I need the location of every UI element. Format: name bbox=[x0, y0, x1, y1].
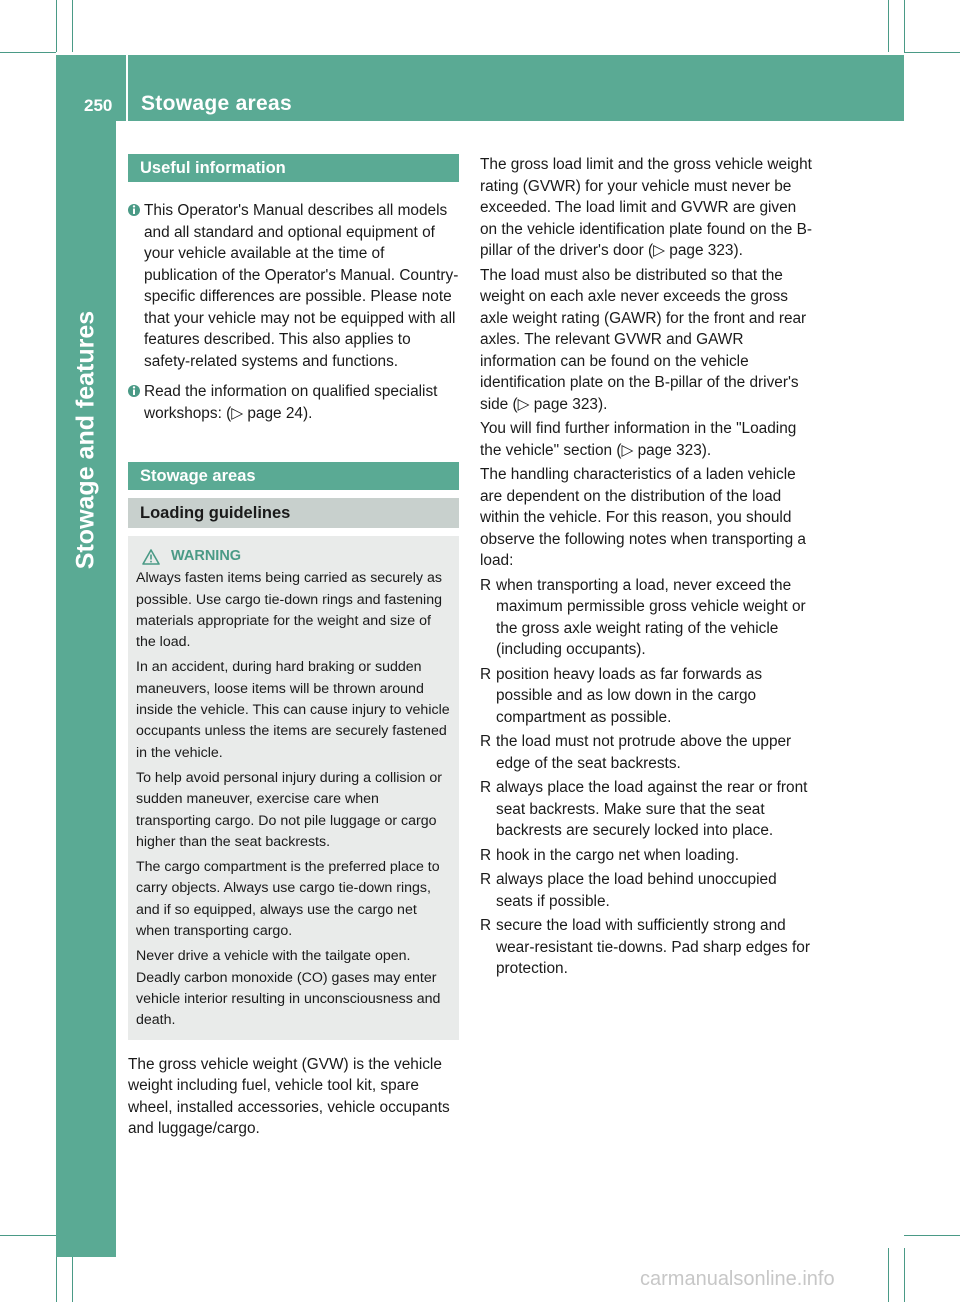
body-paragraph: The gross load limit and the gross vehicle weight rating (GVWR) for your vehicle must never be exceeded. The load limit and GVWR are given on the vehicle identification plate found on the B-pillar of the driver's door (▷ page 323). bbox=[480, 156, 812, 259]
warning-title: WARNING bbox=[171, 548, 242, 564]
bullet-text: always place the load against the rear or front seat backrests. Make sure that the seat backrests are securely locked into place. bbox=[496, 779, 808, 839]
page-number: 250 bbox=[84, 96, 113, 115]
bullet-text: position heavy loads as far forwards as possible and as low down in the cargo compartment as possible. bbox=[496, 665, 763, 726]
crop-mark bbox=[904, 0, 905, 52]
bullet-item bbox=[480, 664, 813, 729]
crop-mark bbox=[904, 1248, 905, 1302]
info-note-text: This Operator's Manual describes all models and all standard and optional equipment of your vehicle available at the time of publication of the Operator's Manual. Country-specific differences are possible. Please note that your vehicle may not be equipped with all features described. This also applies to safety-related systems and functions. bbox=[144, 202, 459, 370]
body-paragraph: The load must also be distributed so that the weight on each axle never exceeds the gross axle weight rating (GAWR) for the front and rear axles. The relevant GVWR and GAWR information can be found on the vehicle identification plate on the B-pillar of the driver's side (▷ page 323). bbox=[480, 266, 807, 413]
warning-box bbox=[128, 536, 459, 1040]
left-column bbox=[128, 154, 459, 1143]
warning-paragraph: Never drive a vehicle with the tailgate open. Deadly carbon monoxide (CO) gases may enter vehicle interior resulting in unconsciousness and death. bbox=[136, 948, 441, 1029]
info-note bbox=[128, 200, 459, 372]
bullet-text: the load must not protrude above the upper edge of the seat backrests. bbox=[496, 733, 792, 772]
crop-mark bbox=[0, 1235, 56, 1236]
side-tab-bar bbox=[56, 121, 116, 1257]
warning-triangle-icon bbox=[142, 549, 160, 565]
bullet-item bbox=[480, 915, 813, 980]
warning-header bbox=[136, 546, 451, 567]
crop-mark bbox=[72, 0, 73, 52]
info-icon bbox=[128, 203, 139, 218]
info-icon bbox=[128, 384, 139, 399]
bullet-text: hook in the cargo net when loading. bbox=[496, 846, 740, 864]
warning-paragraph: The cargo compartment is the preferred place to carry objects. Always use cargo tie-down rings, and if so equipped, always use the cargo net when transporting cargo. bbox=[136, 859, 440, 940]
bullet-item bbox=[480, 777, 813, 842]
info-note bbox=[128, 381, 459, 424]
bullet-marker: R bbox=[480, 917, 492, 934]
useful-info-heading: Useful information bbox=[128, 154, 459, 182]
bullet-marker: R bbox=[480, 665, 492, 683]
crop-mark bbox=[904, 52, 960, 53]
bullet-item bbox=[480, 869, 813, 912]
bullet-item bbox=[480, 845, 813, 867]
bullet-marker: R bbox=[480, 846, 492, 864]
info-note-text: Read the information on qualified specialist workshops: (▷ page 24). bbox=[144, 383, 438, 422]
header-divider bbox=[126, 55, 128, 121]
watermark: carmanualsonline.info bbox=[640, 1268, 835, 1290]
bullet-marker: R bbox=[480, 576, 492, 594]
right-column bbox=[480, 154, 813, 983]
side-tab-label: Stowage and features bbox=[71, 310, 100, 570]
bullet-item bbox=[480, 731, 813, 774]
bullet-text: when transporting a load, never exceed the maximum permissible gross vehicle weight or the gross axle weight rating of the vehicle (including occupants). bbox=[496, 576, 806, 658]
loading-guidelines-heading: Loading guidelines bbox=[128, 498, 459, 528]
crop-mark bbox=[888, 0, 889, 52]
crop-mark bbox=[888, 1248, 889, 1302]
bullet-text: always place the load behind unoccupied seats if possible. bbox=[496, 871, 777, 910]
bullet-marker: R bbox=[480, 779, 492, 796]
body-paragraph: You will find further information in the "Loading the vehicle" section (▷ page 323). bbox=[480, 420, 797, 459]
warning-paragraph: In an accident, during hard braking or sudden maneuvers, loose items will be thrown around inside the vehicle. This can cause injury to vehicle occupants unless the items are securely fastened in the vehicle. bbox=[136, 659, 450, 761]
crop-mark bbox=[904, 1235, 960, 1236]
bullet-item bbox=[480, 575, 813, 661]
gvw-paragraph: The gross vehicle weight (GVW) is the vehicle weight including fuel, vehicle tool kit, spare wheel, installed accessories, vehicle occupants and luggage/cargo. bbox=[128, 1055, 450, 1138]
bullet-marker: R bbox=[480, 871, 492, 888]
warning-paragraph: Always fasten items being carried as securely as possible. Use cargo tie-down rings and fastening materials appropriate for the weight and size of the load. bbox=[136, 570, 442, 651]
bullet-marker: R bbox=[480, 733, 492, 750]
body-paragraph: The handling characteristics of a laden vehicle are dependent on the distribution of the load within the vehicle. For this reason, you should observe the following notes when transporting a load: bbox=[480, 466, 806, 569]
warning-paragraph: To help avoid personal injury during a collision or sudden maneuver, exercise care when transporting cargo. Do not pile luggage or cargo higher than the seat backrests. bbox=[136, 769, 442, 850]
page-title: Stowage areas bbox=[141, 92, 292, 115]
stowage-areas-heading: Stowage areas bbox=[128, 462, 459, 490]
bullet-text: secure the load with sufficiently strong and wear-resistant tie-downs. Pad sharp edges for protection. bbox=[496, 917, 810, 977]
crop-mark bbox=[0, 52, 56, 53]
crop-mark bbox=[56, 0, 57, 52]
